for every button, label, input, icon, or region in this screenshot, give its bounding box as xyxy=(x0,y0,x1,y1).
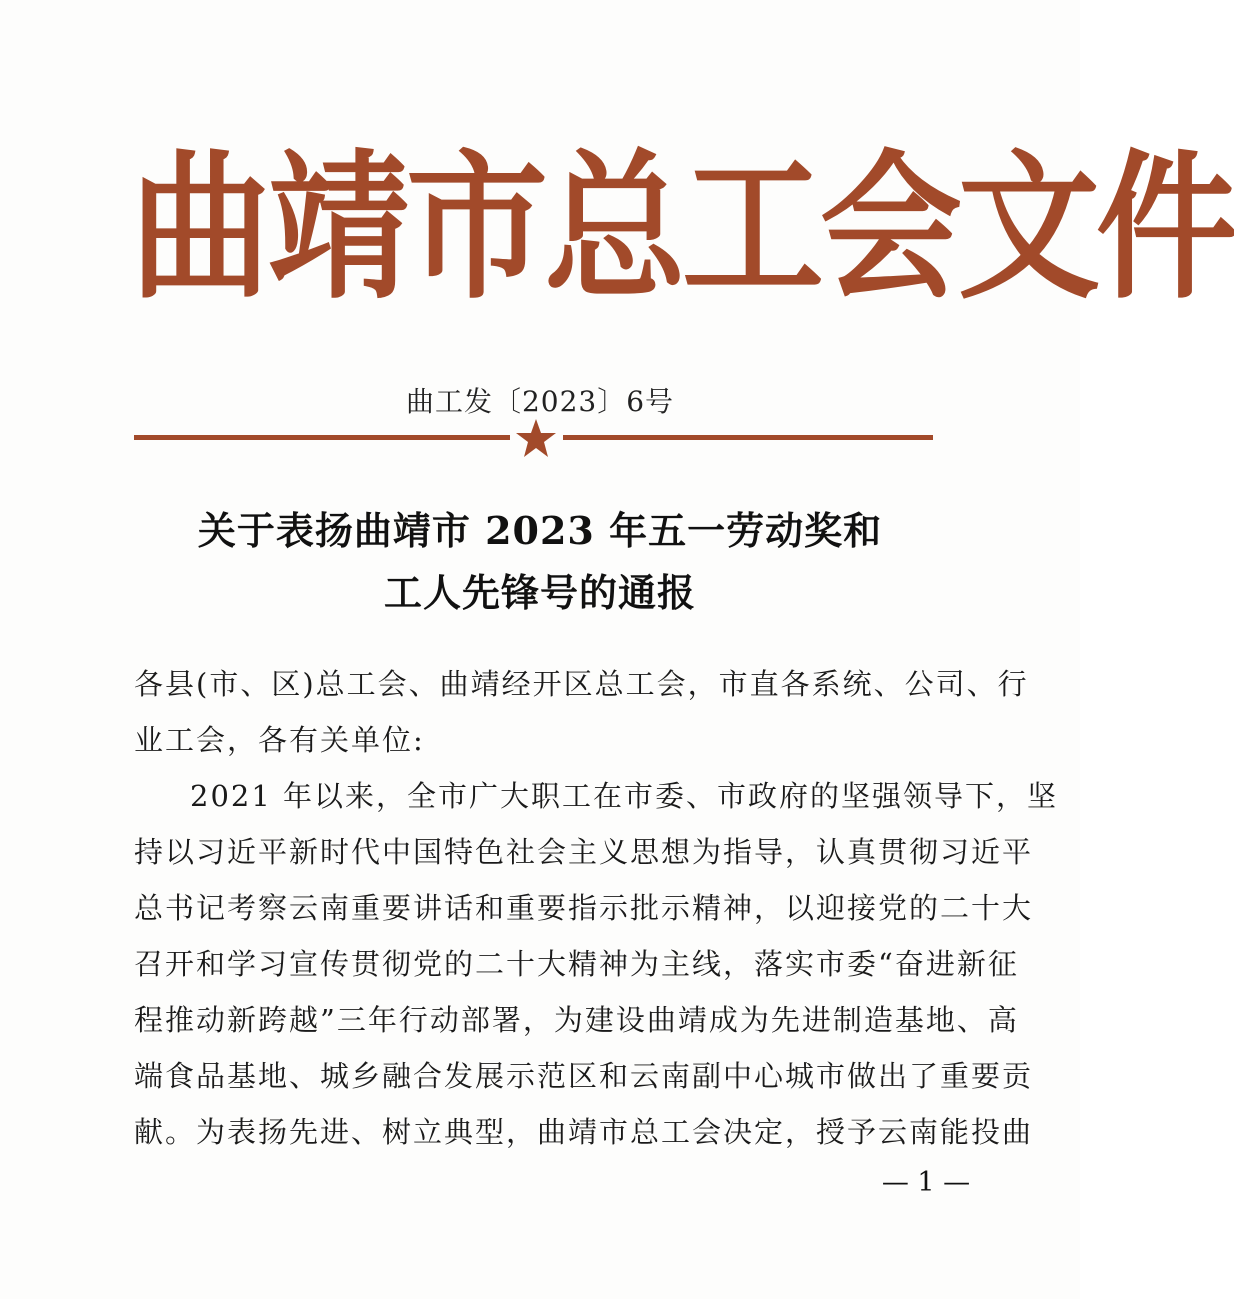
paragraph-line: 程推动新跨越”三年行动部署，为建设曲靖成为先进制造基地、高 xyxy=(134,1003,1019,1037)
masthead-title: 曲靖市总工会文件 xyxy=(130,135,1234,321)
paragraph-line: 召开和学习宣传贯彻党的二十大精神为主线，落实市委“奋进新征 xyxy=(134,947,1019,981)
paragraph-line: 总书记考察云南重要讲话和重要指示批示精神，以迎接党的二十大 xyxy=(134,891,1034,925)
paragraph-line: 持以习近平新时代中国特色社会主义思想为指导，认真贯彻习近平 xyxy=(134,835,1034,869)
notice-title-line-2: 工人先锋号的通报 xyxy=(383,570,696,615)
red-rule-left xyxy=(134,435,510,440)
paragraph-line: 献。为表扬先进、树立典型，曲靖市总工会决定，授予云南能投曲 xyxy=(134,1115,1034,1149)
addressee-line-2: 业工会，各有关单位: xyxy=(134,723,425,757)
red-rule-right xyxy=(563,435,933,440)
star-icon xyxy=(515,418,557,458)
document-number: 曲工发〔2023〕6号 xyxy=(405,385,675,418)
addressee-line-1: 各县(市、区)总工会、曲靖经开区总工会，市直各系统、公司、行 xyxy=(134,667,1029,701)
paragraph-line: 2021 年以来，全市广大职工在市委、市政府的坚强领导下，坚 xyxy=(190,779,1059,813)
paragraph-line: 端食品基地、城乡融合发展示范区和云南副中心城市做出了重要贡 xyxy=(134,1059,1034,1093)
page-number: — 1 — xyxy=(881,1167,971,1198)
notice-title-line-1: 关于表扬曲靖市 2023 年五一劳动奖和 xyxy=(197,508,883,553)
